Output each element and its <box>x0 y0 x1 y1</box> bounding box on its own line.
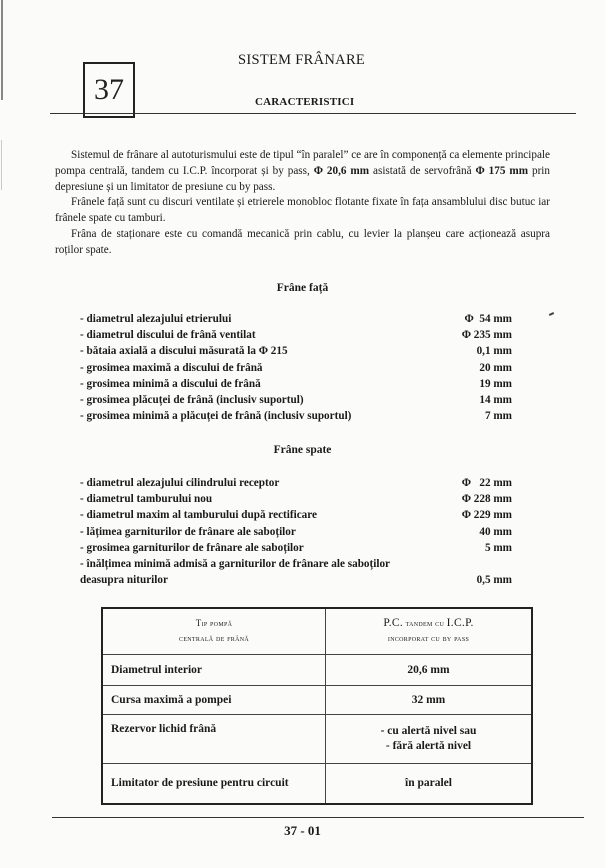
header-line <box>334 616 523 631</box>
intro-text <box>55 148 550 259</box>
page-number: 37 - 01 <box>284 823 321 838</box>
spec-value: 0,1 mm <box>476 345 512 358</box>
spec-row <box>80 524 512 540</box>
front-brakes-heading: Frâne față <box>276 282 329 294</box>
row-label: Limitator de presiune pentru circuit <box>102 763 326 804</box>
spec-row <box>80 392 512 408</box>
table-row <box>102 654 532 685</box>
header-divider <box>50 113 576 114</box>
row-value: în paralel <box>326 763 533 804</box>
intro-paragraph-2: Frânele față sunt cu discuri ventilate și etrierele monobloc flotante fixate în fața ansamblului disc butuc iar frânele spate cu tamburi. <box>55 196 550 225</box>
spec-row <box>80 360 512 376</box>
spec-value: Φ 235 mm <box>461 329 512 342</box>
spec-row <box>80 491 512 507</box>
spec-value: 14 mm <box>479 393 512 406</box>
intro-text-span: prin depresiune și un limitator de presiune cu by pass. <box>55 164 550 193</box>
spec-row <box>80 343 512 359</box>
spec-row <box>80 556 512 588</box>
spec-value: 19 mm <box>479 377 512 390</box>
spec-row <box>80 311 512 327</box>
header-span: P.C. <box>383 617 404 630</box>
spec-row <box>80 376 512 392</box>
row-label: Rezervor lichid frână <box>102 714 326 763</box>
spec-value: 7 mm <box>484 410 512 423</box>
spec-value: 5 mm <box>484 541 512 554</box>
header-line: centrală de frână <box>179 633 249 644</box>
header-line: Tip pompă <box>195 618 233 629</box>
spec-label: - diametrul discului de frână ventilat <box>80 329 256 342</box>
table-header-cell <box>326 608 533 654</box>
spec-label: - diametrul alezajului etrierului <box>80 313 232 325</box>
row-value: 20,6 mm <box>326 654 533 685</box>
spec-label: - bătaia axială a discului măsurată la Φ 215 <box>80 345 288 358</box>
spec-value: 0,5 mm <box>476 574 512 587</box>
spec-row <box>80 475 512 491</box>
spec-label: - diametrul alezajului cilindrului receptor <box>80 477 280 489</box>
scan-edge-mark <box>1 140 2 190</box>
spec-label: - grosimea plăcuței de frână (inclusiv suportul) <box>80 393 304 406</box>
spec-label: - grosimea garniturilor de frânare ale saboților <box>80 541 304 554</box>
scan-edge-mark <box>1 0 3 100</box>
header-span: I.C.P. <box>446 617 474 630</box>
spec-row <box>80 540 512 556</box>
intro-paragraph-3: Frâna de staționare este cu comandă mecanică prin cablu, cu levier la planșeu care acționează asupra roților spate. <box>55 227 550 256</box>
spec-row <box>80 327 512 343</box>
intro-paragraph-1 <box>55 148 550 195</box>
spec-row <box>80 507 512 523</box>
intro-bold-value: Φ 175 mm <box>475 164 529 177</box>
intro-bold-value: Φ 20,6 mm <box>313 164 370 177</box>
rear-brakes-heading: Frâne spate <box>273 444 332 456</box>
table-header-row <box>102 608 532 654</box>
spec-label: - înălțimea minimă admisă a garniturilor de frânare ale saboților deasupra niturilor <box>80 557 390 587</box>
chapter-number-box: 37 <box>83 62 135 118</box>
table-header-cell <box>102 608 326 654</box>
spec-label: - diametrul tamburului nou <box>80 493 213 506</box>
footer-divider <box>52 817 584 818</box>
row-value-line: - fără alertă nivel <box>385 739 472 752</box>
section-subtitle: CARACTERISTICI <box>255 96 355 108</box>
scan-speck <box>549 312 554 316</box>
table-row <box>102 763 532 804</box>
spec-label: - lățimea garniturilor de frânare ale saboților <box>80 525 296 538</box>
spec-label: - diametrul maxim al tamburului după rectificare <box>80 509 317 522</box>
front-brakes-list <box>80 311 512 424</box>
header-span: tandem cu <box>403 618 447 629</box>
table-row <box>102 714 532 763</box>
table-row <box>102 685 532 714</box>
page-title: SISTEM FRÂNARE <box>238 52 366 68</box>
spec-value: Φ 229 mm <box>461 509 512 522</box>
spec-value: Φ 54 mm <box>464 313 512 325</box>
rear-brakes-list <box>80 475 512 588</box>
spec-label: - grosimea minimă a discului de frână <box>80 377 261 390</box>
intro-text-span: asistată de servofrână <box>369 164 476 177</box>
spec-value: Φ 228 mm <box>461 493 512 506</box>
header-line: incorporat cu by pass <box>387 633 470 644</box>
row-value <box>326 714 533 763</box>
spec-value: 40 mm <box>479 525 512 538</box>
spec-value: Φ 22 mm <box>461 477 512 489</box>
row-label: Cursa maximă a pompei <box>102 685 326 714</box>
intro-text-span: Sistemul de frânare al autoturismului este de tipul “în paralel” ce are în componență ca elemente principale pompa centrală, tandem cu I.C.P. încorporat și by pass, <box>55 149 550 177</box>
row-value-line: - cu alertă nivel sau <box>380 724 477 737</box>
spec-row <box>80 408 512 424</box>
row-label: Diametrul interior <box>102 654 326 685</box>
spec-label: - grosimea maximă a discului de frână <box>80 361 263 374</box>
spec-value: 20 mm <box>479 361 512 374</box>
pump-spec-table <box>101 607 533 805</box>
row-value: 32 mm <box>326 685 533 714</box>
spec-label: - grosimea minimă a plăcuței de frână (inclusiv suportul) <box>80 410 352 423</box>
